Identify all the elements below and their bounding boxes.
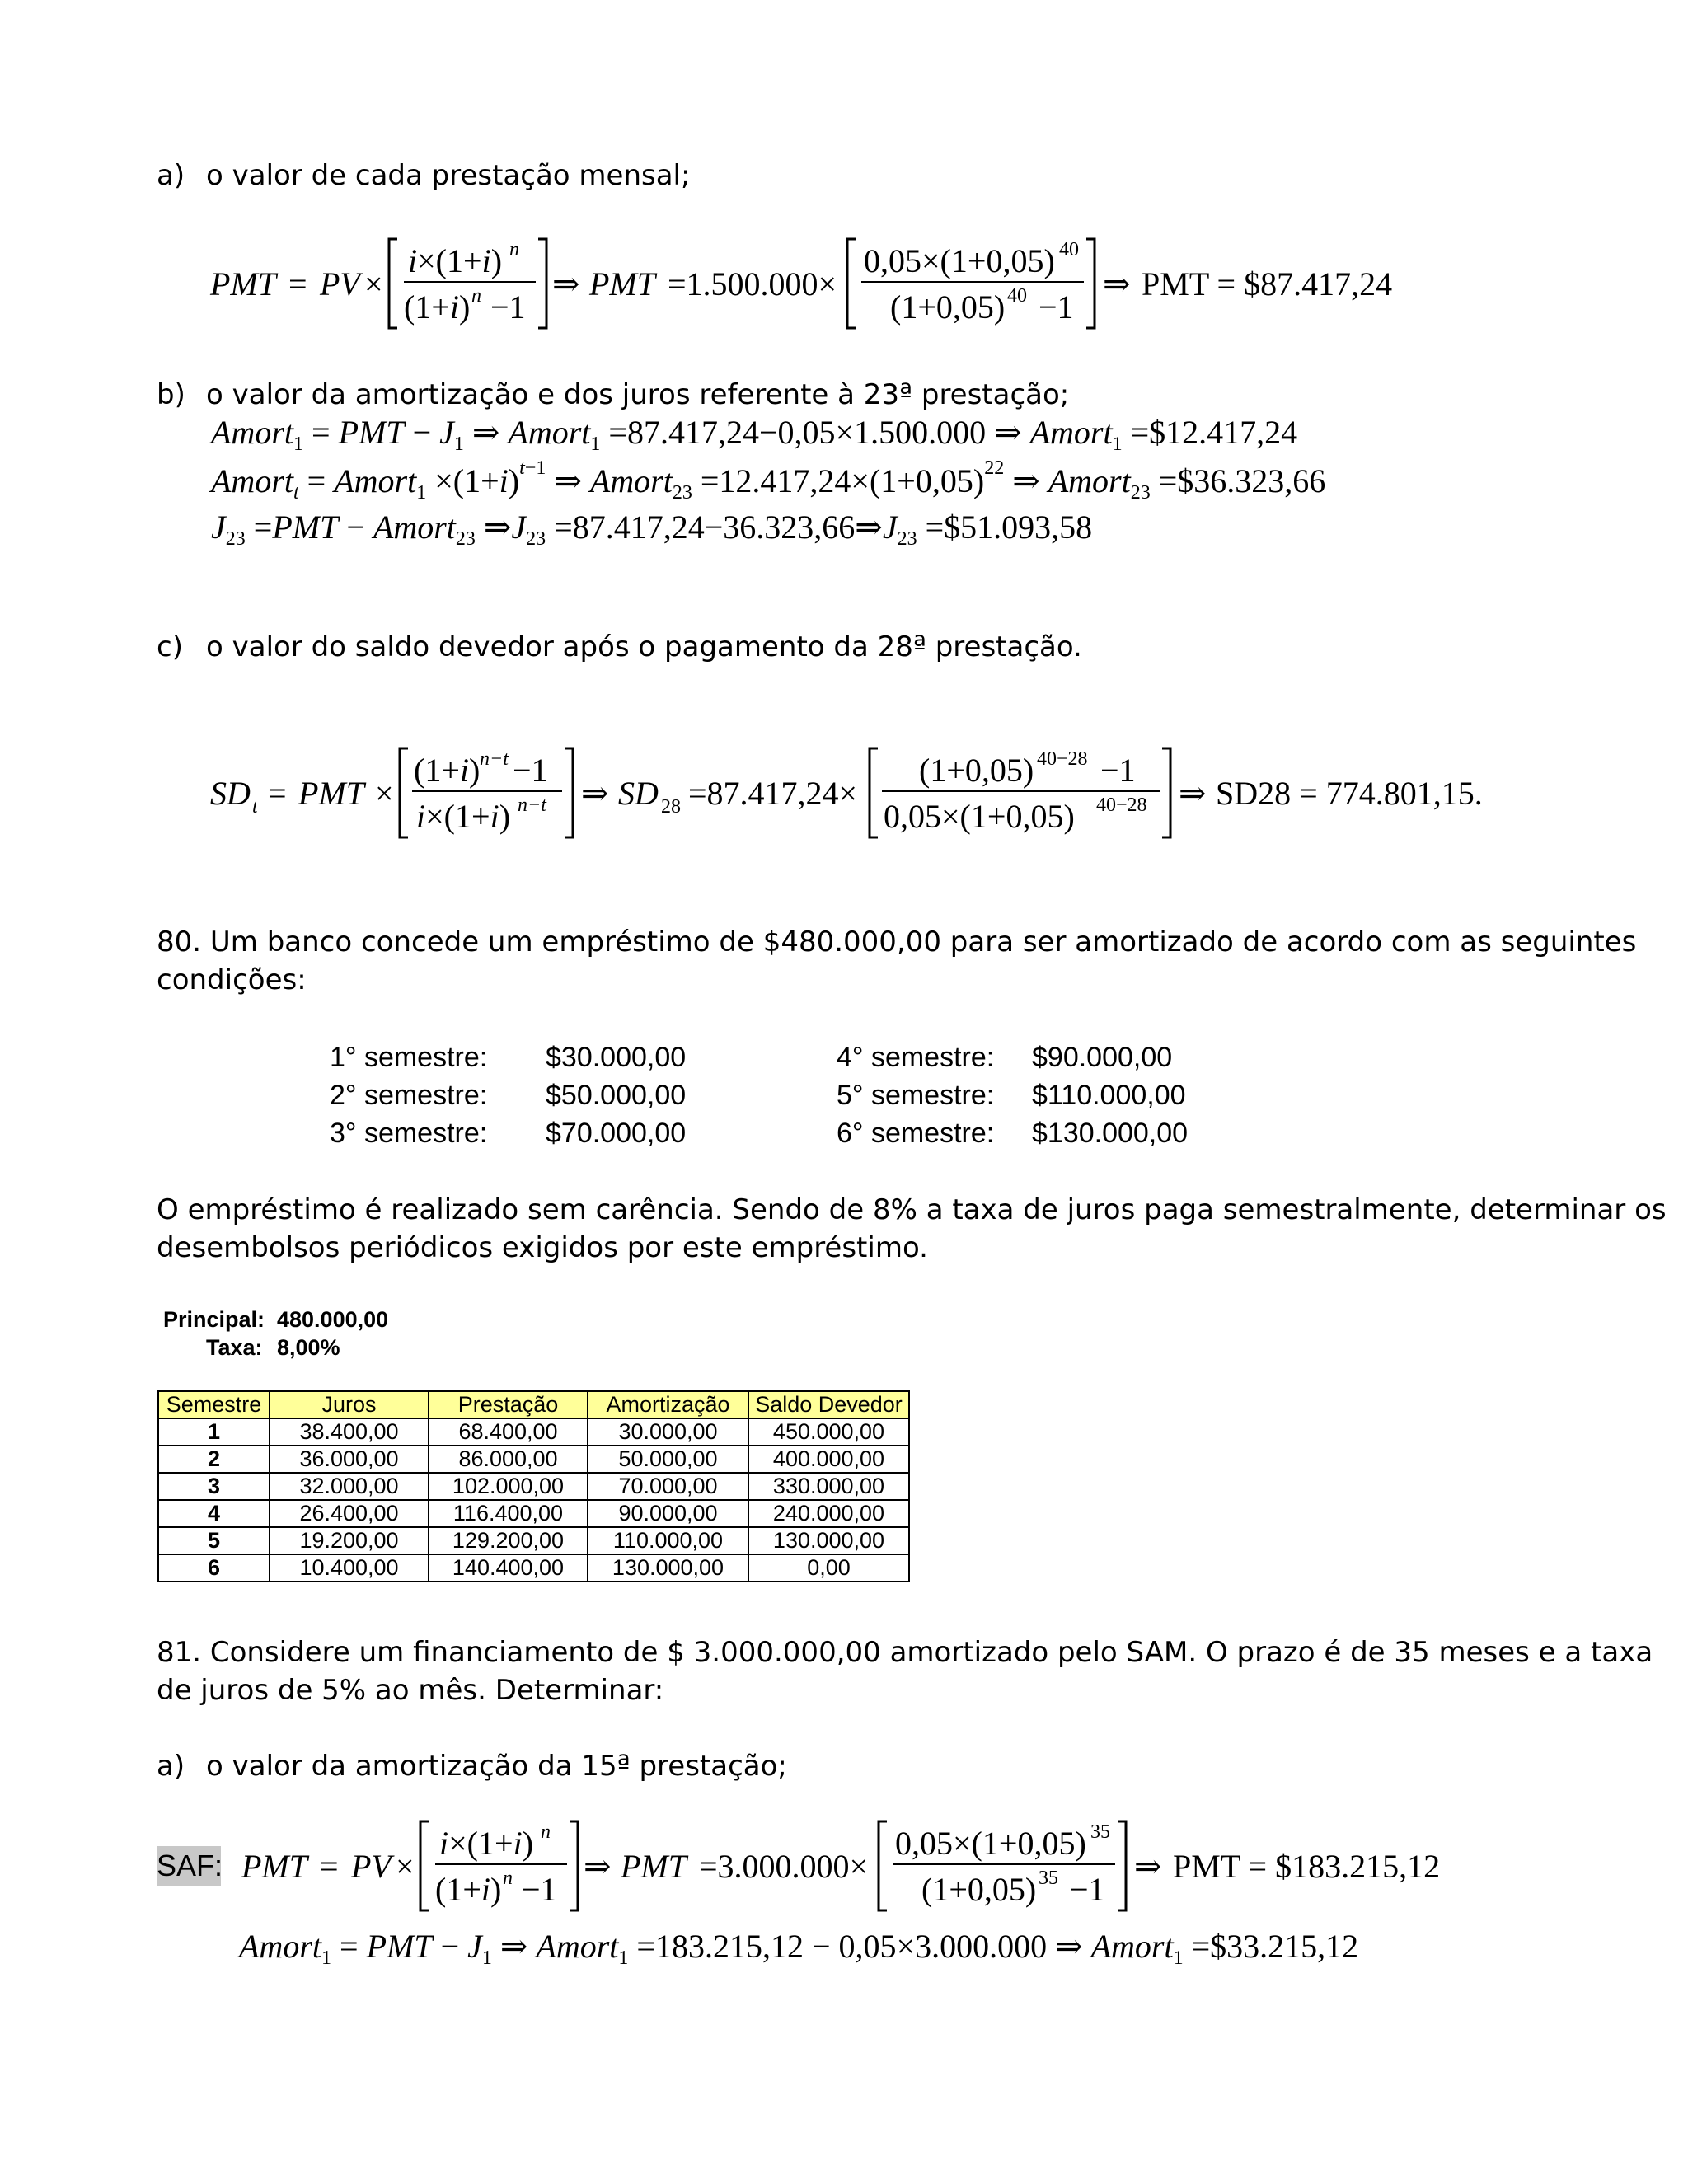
table-header-row [158,1391,909,1418]
amort23-formula: Amort$_t$ = Amort$_1$ $\times(1+i)^{t-1}$ ⇒ Amort$_{23}$ $=12.417,24\times(1+0,05)^{22}$ ⇒ Amort$_{23}$ =$36.323,66 [211,457,1326,504]
svg-text:=87.417,24×: =87.417,24× [688,775,858,812]
header-semestre: Semestre [158,1391,270,1418]
q80-intro-line-1: 80. Um banco concede um empréstimo de $480.000,00 para ser amortizado de acordo com as seguintes [157,926,1637,958]
svg-text:⇒: ⇒ [584,1848,612,1885]
svg-text:40−28: 40−28 [1096,794,1147,816]
schedule-value-3: $70.000,00 [546,1118,687,1149]
svg-text:×: × [364,265,383,302]
cell-prestacao: 102.000,00 [429,1473,588,1500]
svg-text:i×(1+i): i×(1+i) [439,1825,534,1862]
q80-intro-line-2: condições: [157,963,307,996]
svg-text:=3.000.000×: =3.000.000× [699,1848,869,1885]
schedule-value-1: $30.000,00 [546,1042,687,1073]
schedule-label-5: 5° semestre: [837,1080,995,1111]
svg-text:PV: PV [351,1848,392,1885]
pmt-formula-q81 [237,1813,1490,1920]
schedule-label-6: 6° semestre: [837,1118,995,1149]
q81-pmt-result: PMT = $183.215,12 [1173,1848,1441,1885]
table-row [158,1500,909,1527]
svg-text:×: × [396,1848,415,1885]
cell-semestre: 4 [158,1500,270,1527]
q81-amort1-formula: Amort$_1$ = PMT − $J_1$ ⇒ Amort$_1$ =183.215,12 − 0,05×3.000.000 ⇒ Amort$_1$ =$33.215,12 [239,1928,1359,1969]
cell-semestre: 1 [158,1418,270,1446]
svg-text:⇒: ⇒ [1134,1848,1162,1885]
q80-body [157,1191,1667,1267]
svg-text:(1+i): (1+i) [414,752,481,789]
cell-amortizacao: 130.000,00 [588,1554,748,1582]
cell-prestacao: 129.200,00 [429,1527,588,1554]
svg-text:(1+i): (1+i) [404,288,471,326]
svg-text:−1: −1 [1039,288,1074,326]
svg-text:PMT: PMT [621,1848,687,1885]
table-row [158,1446,909,1473]
table-row [158,1554,909,1582]
svg-text:PMT: PMT [589,265,655,302]
schedule-value-2: $50.000,00 [546,1080,687,1111]
cell-juros: 19.200,00 [270,1527,429,1554]
cell-prestacao: 86.000,00 [429,1446,588,1473]
item-a-text: o valor de cada prestação mensal; [206,159,691,192]
svg-text:0,05×(1+0,05): 0,05×(1+0,05) [884,798,1075,835]
cell-semestre: 6 [158,1554,270,1582]
svg-text:0,05×(1+0,05): 0,05×(1+0,05) [864,242,1055,279]
svg-text:PMT: PMT [241,1848,307,1885]
svg-text:=1.500.000×: =1.500.000× [668,265,837,302]
taxa-value: 8,00% [277,1335,340,1360]
cell-saldo: 400.000,00 [748,1446,909,1473]
svg-text:⇒: ⇒ [581,775,609,812]
svg-text:−1: −1 [522,1871,557,1908]
taxa-label: Taxa: [206,1335,263,1360]
svg-text:40: 40 [1059,239,1079,260]
cell-prestacao: 140.400,00 [429,1554,588,1582]
svg-text:−1: −1 [1100,752,1136,789]
svg-text:n−t: n−t [518,794,546,816]
q81-intro [157,1633,1653,1709]
svg-text:=: = [268,775,287,812]
schedule-label-2: 2° semestre: [330,1080,488,1111]
svg-text:n: n [471,285,481,307]
q81-intro-line-1: 81. Considere um financiamento de $ 3.000.000,00 amortizado pelo SAM. O prazo é de 35 meses e a taxa [157,1636,1653,1669]
cell-prestacao: 116.400,00 [429,1500,588,1527]
item-c-text: o valor do saldo devedor após o pagamento da 28ª prestação. [206,630,1082,663]
q80-intro [157,923,1637,999]
principal-value: 480.000,00 [277,1307,389,1332]
q80-body-line-1: O empréstimo é realizado sem carência. Sendo de 8% a taxa de juros paga semestralmente, determinar os [157,1193,1667,1226]
item-b-text: o valor da amortização e dos juros referente à 23ª prestação; [206,378,1070,411]
q81-intro-line-2: de juros de 5% ao mês. Determinar: [157,1674,664,1707]
cell-juros: 10.400,00 [270,1554,429,1582]
schedule-value-6: $130.000,00 [1032,1118,1189,1149]
item-c-label: c) [157,630,183,663]
table-row [158,1418,909,1446]
cell-semestre: 3 [158,1473,270,1500]
svg-text:⇒: ⇒ [1179,775,1207,812]
header-juros: Juros [270,1391,429,1418]
item-a-label: a) [157,159,185,192]
saf-label: SAF: [157,1846,221,1886]
q81-item-a-text: o valor da amortização da 15ª prestação; [206,1750,787,1783]
svg-text:×: × [375,775,394,812]
svg-text:=: = [320,1848,339,1885]
cell-amortizacao: 110.000,00 [588,1527,748,1554]
svg-text:⇒: ⇒ [1103,265,1131,302]
cell-saldo: 330.000,00 [748,1473,909,1500]
cell-saldo: 0,00 [748,1554,909,1582]
cell-saldo: 130.000,00 [748,1527,909,1554]
cell-prestacao: 68.400,00 [429,1418,588,1446]
table-row [158,1527,909,1554]
svg-text:(1+0,05): (1+0,05) [890,288,1006,326]
svg-text:PMT: PMT [210,265,276,302]
cell-amortizacao: 50.000,00 [588,1446,748,1473]
svg-text:40: 40 [1007,285,1027,307]
cell-amortizacao: 70.000,00 [588,1473,748,1500]
header-saldo-devedor: Saldo Devedor [748,1391,909,1418]
amortization-table [157,1390,910,1582]
svg-text:i×(1+i): i×(1+i) [408,242,503,279]
svg-text:35: 35 [1090,1821,1110,1843]
svg-text:SD: SD [210,775,251,812]
svg-text:i×(1+i): i×(1+i) [416,798,511,835]
svg-text:⇒: ⇒ [552,265,580,302]
table-row [158,1473,909,1500]
q80-body-line-2: desembolsos periódicos exigidos por este empréstimo. [157,1231,928,1264]
svg-text:40−28: 40−28 [1037,748,1088,770]
header-prestacao: Prestação [429,1391,588,1418]
pmt-formula-q79 [206,231,1442,338]
header-amortizacao: Amortização [588,1391,748,1418]
svg-text:−1: −1 [513,752,548,789]
cell-amortizacao: 90.000,00 [588,1500,748,1527]
svg-text:PV: PV [320,265,360,302]
svg-text:n: n [509,239,519,260]
cell-juros: 32.000,00 [270,1473,429,1500]
svg-text:t: t [252,796,258,818]
principal-label: Principal: [163,1307,265,1332]
cell-amortizacao: 30.000,00 [588,1418,748,1446]
svg-text:=: = [288,265,307,302]
j23-formula: $J_{23} =PMT$ − Amort$_{23}$ $\Rightarrow J_{23}$ $=87.417,24-36.323,66\Rightarrow J_{23}$ =$51.093,58 [211,509,1093,550]
svg-text:n: n [541,1821,551,1843]
cell-semestre: 5 [158,1527,270,1554]
schedule-value-4: $90.000,00 [1032,1042,1173,1073]
schedule-label-4: 4° semestre: [837,1042,995,1073]
svg-text:n: n [503,1868,513,1889]
cell-juros: 38.400,00 [270,1418,429,1446]
schedule-label-3: 3° semestre: [330,1118,488,1149]
cell-semestre: 2 [158,1446,270,1473]
svg-text:0,05×(1+0,05): 0,05×(1+0,05) [895,1825,1086,1862]
q81-item-a-label: a) [157,1750,185,1783]
svg-text:SD: SD [618,775,659,812]
item-b-label: b) [157,378,185,411]
pmt-result: PMT = $87.417,24 [1142,265,1393,302]
svg-text:(1+0,05): (1+0,05) [919,752,1034,789]
svg-text:(1+i): (1+i) [435,1871,502,1908]
schedule-value-5: $110.000,00 [1032,1080,1186,1111]
cell-saldo: 450.000,00 [748,1418,909,1446]
schedule-label-1: 1° semestre: [330,1042,488,1073]
cell-juros: 36.000,00 [270,1446,429,1473]
svg-text:n−t: n−t [480,748,509,770]
sd-formula-q79 [206,740,1492,847]
cell-saldo: 240.000,00 [748,1500,909,1527]
svg-text:28: 28 [661,796,681,818]
svg-text:−1: −1 [490,288,526,326]
amort1-formula: Amort$_1$ = PMT − $J_1$ ⇒ Amort$_1$ =87.417,24−0,05×1.500.000 ⇒ Amort$_1$ =$12.417,24 [211,414,1298,455]
svg-text:35: 35 [1039,1868,1058,1889]
cell-juros: 26.400,00 [270,1500,429,1527]
svg-text:−1: −1 [1070,1871,1105,1908]
sd-result: SD28 = 774.801,15. [1216,775,1483,812]
svg-text:(1+0,05): (1+0,05) [921,1871,1037,1908]
svg-text:PMT: PMT [298,775,364,812]
